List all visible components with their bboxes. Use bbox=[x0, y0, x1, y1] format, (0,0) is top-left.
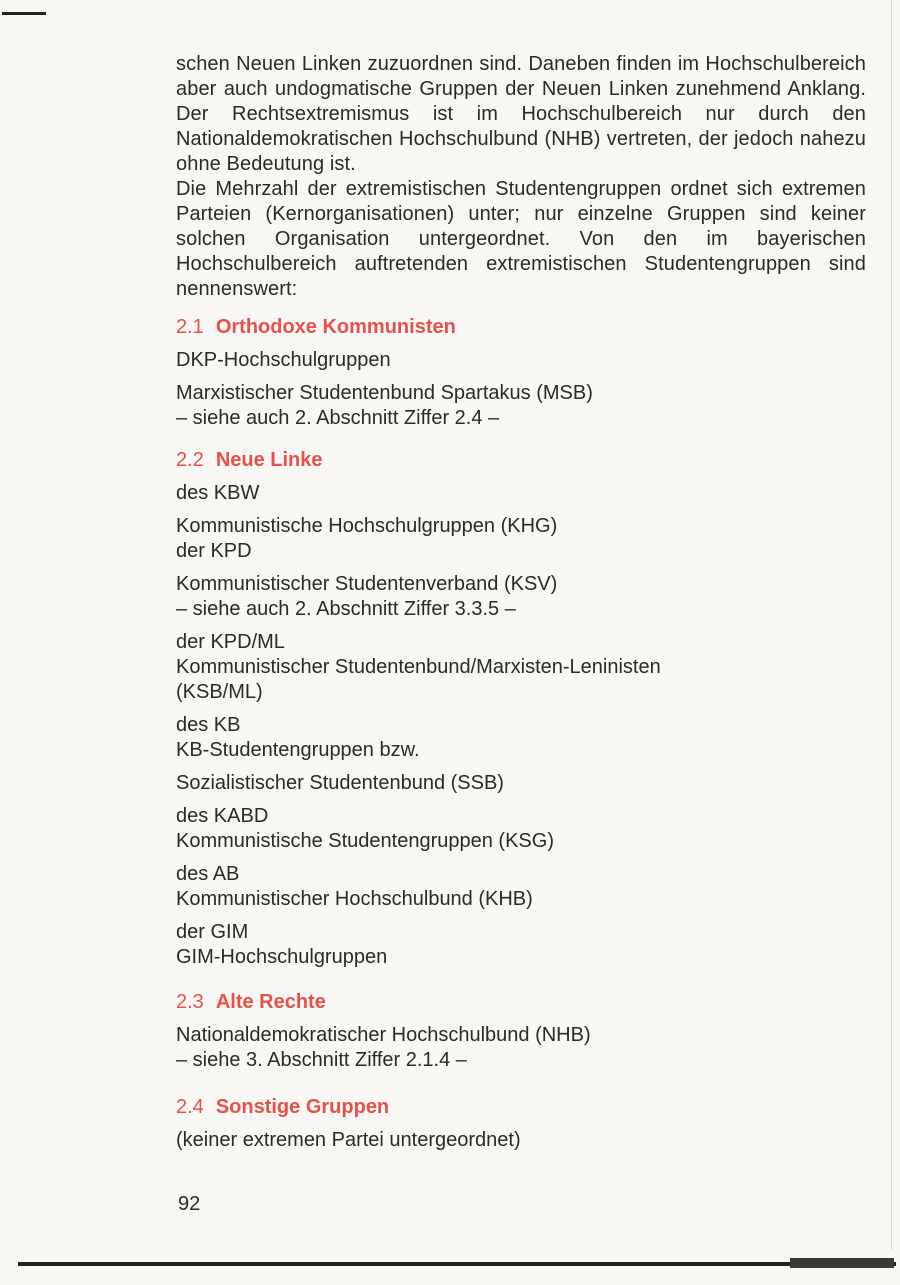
section-title: Orthodoxe Kommunisten bbox=[215, 316, 456, 338]
bottom-edge-shadow bbox=[790, 1258, 894, 1268]
entry-group bbox=[176, 481, 866, 506]
page-content bbox=[176, 52, 866, 1153]
page-number: 92 bbox=[178, 1193, 201, 1215]
section-number: 2.1 bbox=[176, 316, 204, 338]
entry-group bbox=[176, 771, 866, 796]
entry-line: – siehe auch 2. Abschnitt Ziffer 3.3.5 – bbox=[176, 598, 516, 620]
section-heading bbox=[176, 315, 866, 340]
section-title: Sonstige Gruppen bbox=[215, 1096, 390, 1118]
corner-scan-mark bbox=[2, 12, 46, 15]
entry-line: Nationaldemokratischer Hochschulbund (NHB) bbox=[176, 1024, 591, 1046]
entry-line: Kommunistischer Studentenverband (KSV) bbox=[176, 573, 558, 595]
entry-group bbox=[176, 514, 866, 564]
entry-group bbox=[176, 572, 866, 622]
second-paragraph: Die Mehrzahl der extremistischen Studentengruppen ordnet sich extremen Parteien (Kernorganisationen) unter; nur einzelne Gruppen sind keiner solchen Organisation untergeordnet. Von den im bayerischen Hochschulbereich auftretenden extremistischen Studentengruppen sind nennenswert: bbox=[176, 178, 866, 300]
entry-line: des AB bbox=[176, 863, 240, 885]
entry-line: (keiner extremen Partei untergeordnet) bbox=[176, 1129, 521, 1151]
section-number: 2.4 bbox=[176, 1096, 204, 1118]
entry-line: Sozialistischer Studentenbund (SSB) bbox=[176, 772, 504, 794]
entry-line: Kommunistischer Studentenbund/Marxisten-Leninisten bbox=[176, 656, 661, 678]
entry-line: KB-Studentengruppen bzw. bbox=[176, 739, 420, 761]
entry-line: des KBW bbox=[176, 482, 260, 504]
entry-line: der KPD bbox=[176, 540, 252, 562]
entry-line: der GIM bbox=[176, 921, 249, 943]
bottom-edge-bar bbox=[18, 1262, 896, 1266]
entry-line: Kommunistischer Hochschulbund (KHB) bbox=[176, 888, 533, 910]
entry-group bbox=[176, 630, 866, 705]
entry-group bbox=[176, 920, 866, 970]
section-heading bbox=[176, 990, 866, 1015]
section-title: Neue Linke bbox=[215, 449, 323, 471]
section-title: Alte Rechte bbox=[215, 991, 326, 1013]
entry-line: GIM-Hochschulgruppen bbox=[176, 946, 388, 968]
entry-group bbox=[176, 713, 866, 763]
section-number: 2.2 bbox=[176, 449, 204, 471]
section-heading bbox=[176, 1095, 866, 1120]
entry-line: des KABD bbox=[176, 805, 269, 827]
entry-line: DKP-Hochschulgruppen bbox=[176, 349, 391, 371]
section-number: 2.3 bbox=[176, 991, 204, 1013]
entry-group bbox=[176, 804, 866, 854]
section-heading bbox=[176, 448, 866, 473]
entry-line: Marxistischer Studentenbund Spartakus (MSB) bbox=[176, 382, 593, 404]
entry-group bbox=[176, 348, 866, 373]
entry-line: – siehe auch 2. Abschnitt Ziffer 2.4 – bbox=[176, 407, 500, 429]
entry-line: – siehe 3. Abschnitt Ziffer 2.1.4 – bbox=[176, 1049, 467, 1071]
sections-list bbox=[176, 315, 866, 1153]
entry-line: Kommunistische Hochschulgruppen (KHG) bbox=[176, 515, 558, 537]
intro-paragraph: schen Neuen Linken zuzuordnen sind. Daneben finden im Hochschulbereich aber auch undogmatische Gruppen der Neuen Linken zunehmend Anklang. Der Rechtsextremismus ist im Hochschulbereich nur durch den Nationaldemokratischen Hochschulbund (NHB) vertreten, der jedoch nahezu ohne Bedeutung ist. bbox=[176, 53, 866, 175]
entry-line: (KSB/ML) bbox=[176, 681, 263, 703]
page-edge-line bbox=[891, 0, 892, 1250]
entry-group bbox=[176, 1128, 866, 1153]
entry-line: des KB bbox=[176, 714, 241, 736]
entry-group bbox=[176, 862, 866, 912]
entry-line: Kommunistische Studentengruppen (KSG) bbox=[176, 830, 554, 852]
entry-line: der KPD/ML bbox=[176, 631, 285, 653]
entry-group bbox=[176, 1023, 866, 1073]
entry-group bbox=[176, 381, 866, 431]
